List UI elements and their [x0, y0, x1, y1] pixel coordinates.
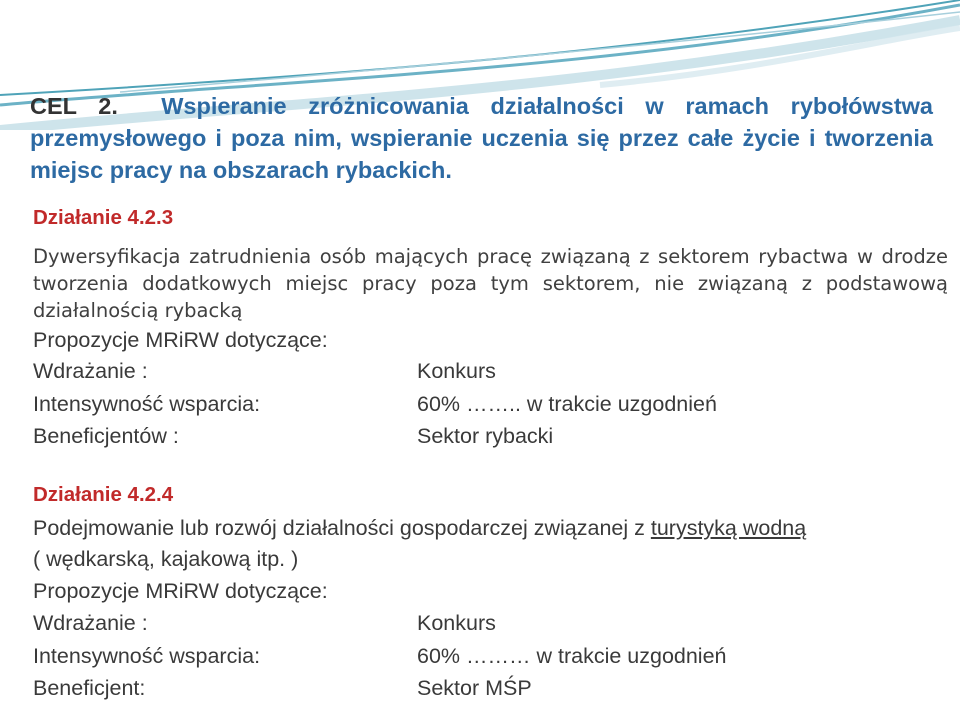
water-tourism-link[interactable]: turystyką wodną [650, 516, 807, 540]
action-4-2-3-intensity-label: Intensywność wsparcia: [33, 392, 261, 416]
action-4-2-3-description: Dywersyfikacja zatrudnienia osób mających pracę związaną z sektorem rybactwa w drodze tworzenia dodatkowych miejsc pracy poza tym sektorem, nie związaną z podstawową działalnością rybacką [33, 245, 948, 322]
action-4-2-4-implementation-label: Wdrażanie : [33, 611, 148, 635]
action-4-2-4-implementation-value: Konkurs [417, 611, 496, 635]
action-4-2-4-description-end: ( wędkarską, kajakową itp. ) [33, 547, 299, 571]
heading-text: Wspieranie zróżnicowania działalności w ramach rybołówstwa przemysłowego i poza nim, wspieranie uczenia się przez całe życie i tworzenia miejsc pracy na obszarach rybackich. [30, 93, 934, 183]
action-4-2-3-beneficiary-value: Sektor rybacki [417, 424, 554, 448]
action-4-2-3-intensity-value: 60% …….. w trakcie uzgodnień [417, 392, 717, 416]
action-4-2-4-proposals-label: Propozycje MRiRW dotyczące: [33, 579, 328, 603]
action-4-2-4-description-start: Podejmowanie lub rozwój działalności gospodarczej związanej z [33, 516, 651, 540]
action-4-2-4-beneficiary-label: Beneficjent: [33, 676, 146, 700]
action-4-2-3-implementation-label: Wdrażanie : [33, 359, 148, 383]
action-4-2-4-intensity-value: 60% ……… w trakcie uzgodnień [417, 644, 727, 668]
heading-prefix: CEL 2. [30, 93, 118, 119]
action-4-2-4-title: Działanie 4.2.4 [33, 483, 174, 506]
action-4-2-3-implementation-value: Konkurs [417, 359, 496, 383]
action-4-2-4-beneficiary-value: Sektor MŚP [417, 676, 532, 700]
action-4-2-3-proposals-label: Propozycje MRiRW dotyczące: [33, 328, 328, 352]
page-heading [30, 90, 933, 186]
action-4-2-4-description [33, 513, 806, 543]
action-4-2-4-intensity-label: Intensywność wsparcia: [33, 644, 261, 668]
action-4-2-3-title: Działanie 4.2.3 [33, 206, 174, 229]
action-4-2-3-beneficiary-label: Beneficjentów : [33, 424, 179, 448]
